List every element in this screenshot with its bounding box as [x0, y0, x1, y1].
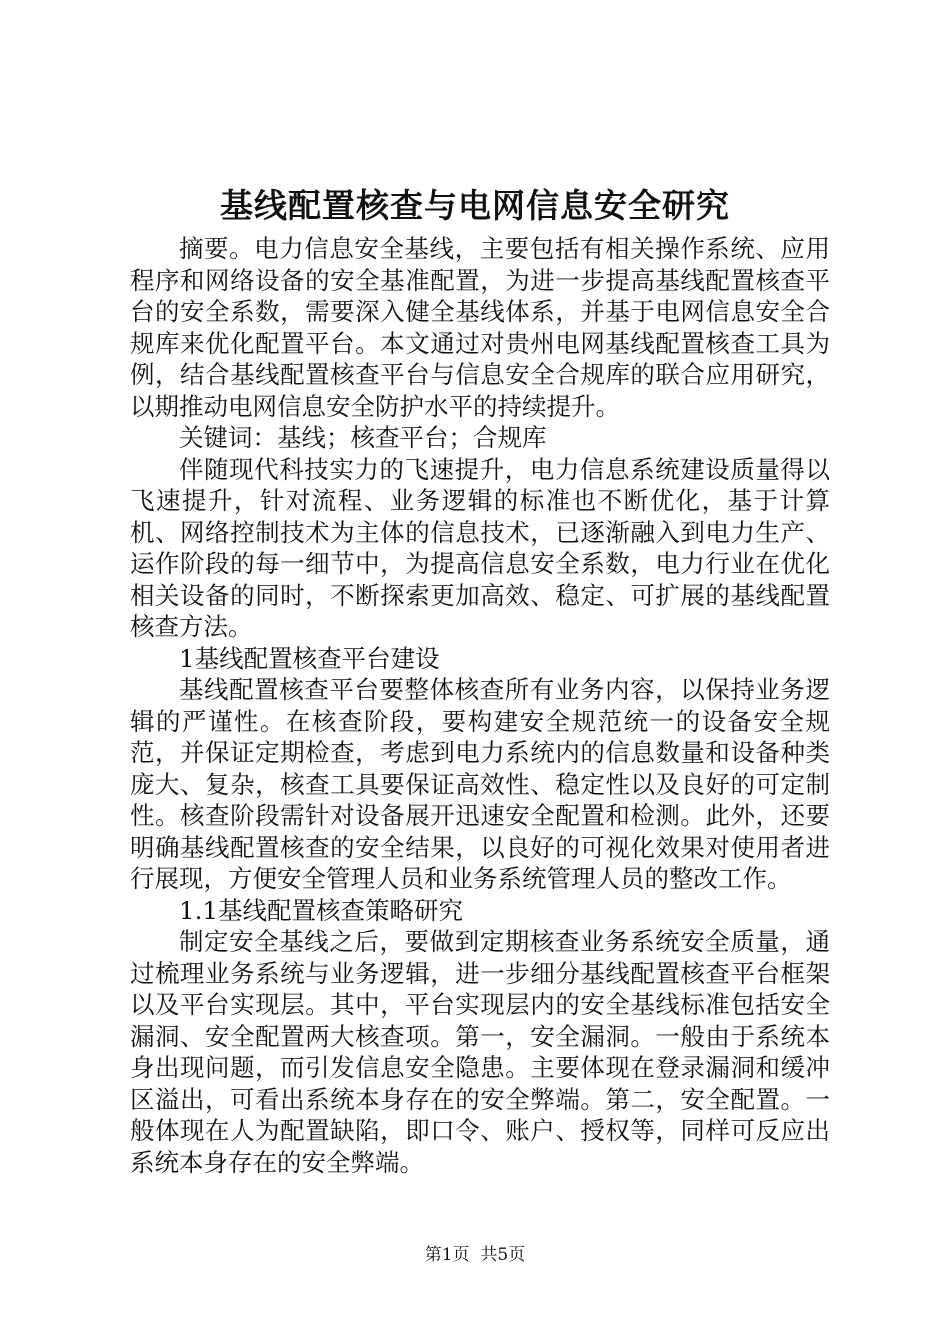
document-body	[130, 233, 830, 1178]
subsection-paragraph: 制定安全基线之后，要做到定期核查业务系统安全质量，通过梳理业务系统与业务逻辑，进一步细分基线配置核查平台框架以及平台实现层。其中，平台实现层内的安全基线标准包括安全漏洞、安全配置两大核查项。第一，安全漏洞。一般由于系统本身出现问题，而引发信息安全隐患。主要体现在登录漏洞和缓冲区溢出，可看出系统本身存在的安全弊端。第二，安全配置。一般体现在人为配置缺陷，即口令、账户、授权等，同样可反应出系统本身存在的安全弊端。	[130, 927, 830, 1177]
intro-paragraph: 伴随现代科技实力的飞速提升，电力信息系统建设质量得以飞速提升，针对流程、业务逻辑的标准也不断优化，基于计算机、网络控制技术为主体的信息技术，已逐渐融入到电力生产、运作阶段的每一细节中，为提高信息安全系数，电力行业在优化相关设备的同时，不断探索更加高效、稳定、可扩展的基线配置核查方法。	[130, 454, 830, 641]
abstract-paragraph: 摘要。电力信息安全基线，主要包括有相关操作系统、应用程序和网络设备的安全基准配置，为进一步提高基线配置核查平台的安全系数，需要深入健全基线体系，并基于电网信息安全合规库来优化配置平台。本文通过对贵州电网基线配置核查工具为例，结合基线配置核查平台与信息安全合规库的联合应用研究，以期推动电网信息安全防护水平的持续提升。	[130, 234, 830, 421]
page-footer	[0, 1243, 950, 1267]
document-title: 基线配置核查与电网信息安全研究	[220, 186, 730, 225]
page-number: 第1页 共5页	[424, 1245, 526, 1265]
subsection-heading: 1.1基线配置核查策略研究	[179, 895, 463, 925]
section-heading: 1基线配置核查平台建设	[179, 643, 440, 673]
section-paragraph: 基线配置核查平台要整体核查所有业务内容，以保持业务逻辑的严谨性。在核查阶段，要构建安全规范统一的设备安全规范，并保证定期检查，考虑到电力系统内的信息数量和设备种类庞大、复杂，核查工具要保证高效性、稳定性以及良好的可定制性。核查阶段需针对设备展开迅速安全配置和检测。此外，还要明确基线配置核查的安全结果，以良好的可视化效果对使用者进行展现，方便安全管理人员和业务系统管理人员的整改工作。	[130, 675, 830, 893]
keywords-paragraph: 关键词：基线；核查平台；合规库	[179, 423, 547, 452]
